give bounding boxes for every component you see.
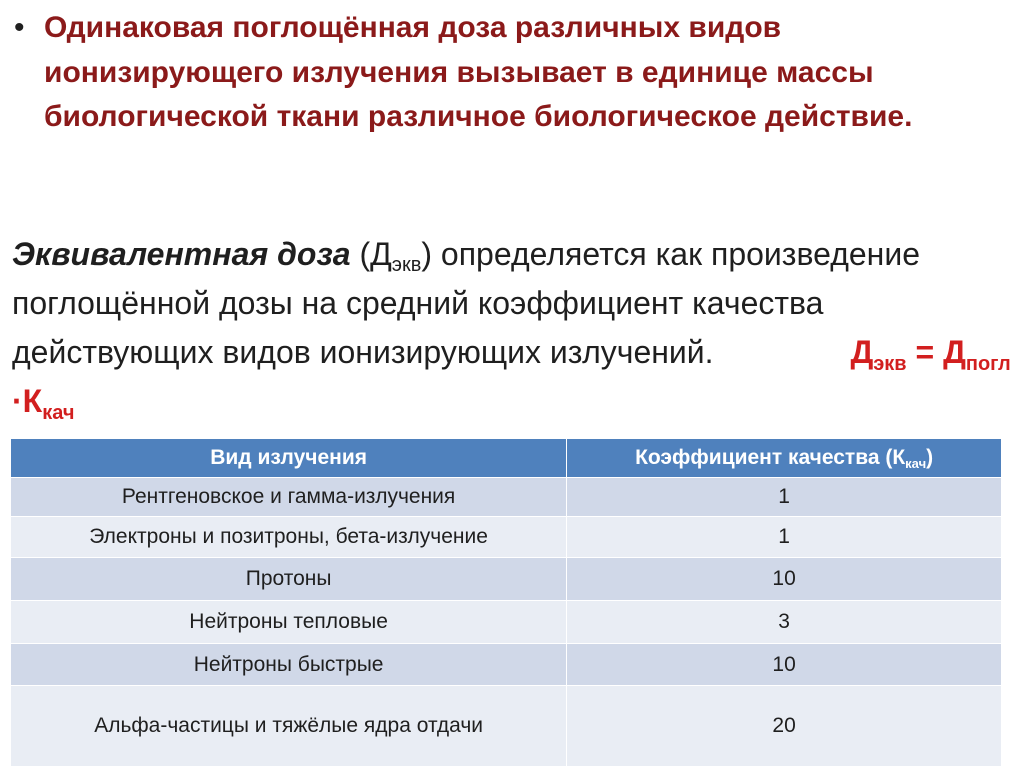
header-quality-label: Коэффициент качества (К [635,445,906,469]
table-row [11,644,1002,686]
radiation-type-cell: Нейтроны быстрые [11,644,567,686]
formula-eq: = [906,334,944,370]
header-quality-close: ) [926,445,934,469]
definition-symbol-sub: экв [391,254,422,276]
formula-d-sub: погл [965,353,1011,375]
definition-paragraph [12,230,1017,426]
radiation-type-cell: Нейтроны тепловые [11,601,567,644]
quality-value-cell: 1 [567,478,1002,517]
formula-lhs: Д [850,334,874,370]
definition-term: Эквивалентная доза [12,236,351,272]
radiation-type-cell: Альфа-частицы и тяжёлые ядра отдачи [11,686,567,767]
bullet-marker: • [14,11,25,44]
table-row [11,517,1002,558]
table-row [11,478,1002,517]
quality-value-cell: 1 [567,517,1002,558]
formula-dot-k: ·К [12,383,43,419]
formula-k-sub: кач [42,402,75,424]
header-quality-coefficient [567,439,1002,478]
bullet-block [10,6,1010,140]
radiation-type-cell: Рентгеновское и гамма-излучения [11,478,567,517]
quality-value-cell: 20 [567,686,1002,767]
header-radiation-type: Вид излучения [11,439,567,478]
radiation-type-cell: Протоны [11,558,567,601]
formula-d: Д [943,334,966,370]
definition-text: ) определяется как произведение поглощённой дозы на средний коэффициент качества действующих видов ионизирующих излучений. [12,236,920,370]
radiation-quality-table [10,438,1002,767]
quality-value-cell: 10 [567,558,1002,601]
formula-lhs-sub: экв [873,353,907,375]
table-header-row [11,439,1002,478]
quality-value-cell: 3 [567,601,1002,644]
header-quality-sub: кач [905,455,927,471]
radiation-type-cell: Электроны и позитроны, бета-излучение [11,517,567,558]
quality-value-cell: 10 [567,644,1002,686]
definition-symbol-open: (Д [350,236,392,272]
table-row [11,686,1002,767]
bullet-text: Одинаковая поглощённая доза различных видов ионизирующего излучения вызывает в единице массы биологической ткани различное биологическое действие. [44,11,913,133]
table-row [11,558,1002,601]
table-row [11,601,1002,644]
